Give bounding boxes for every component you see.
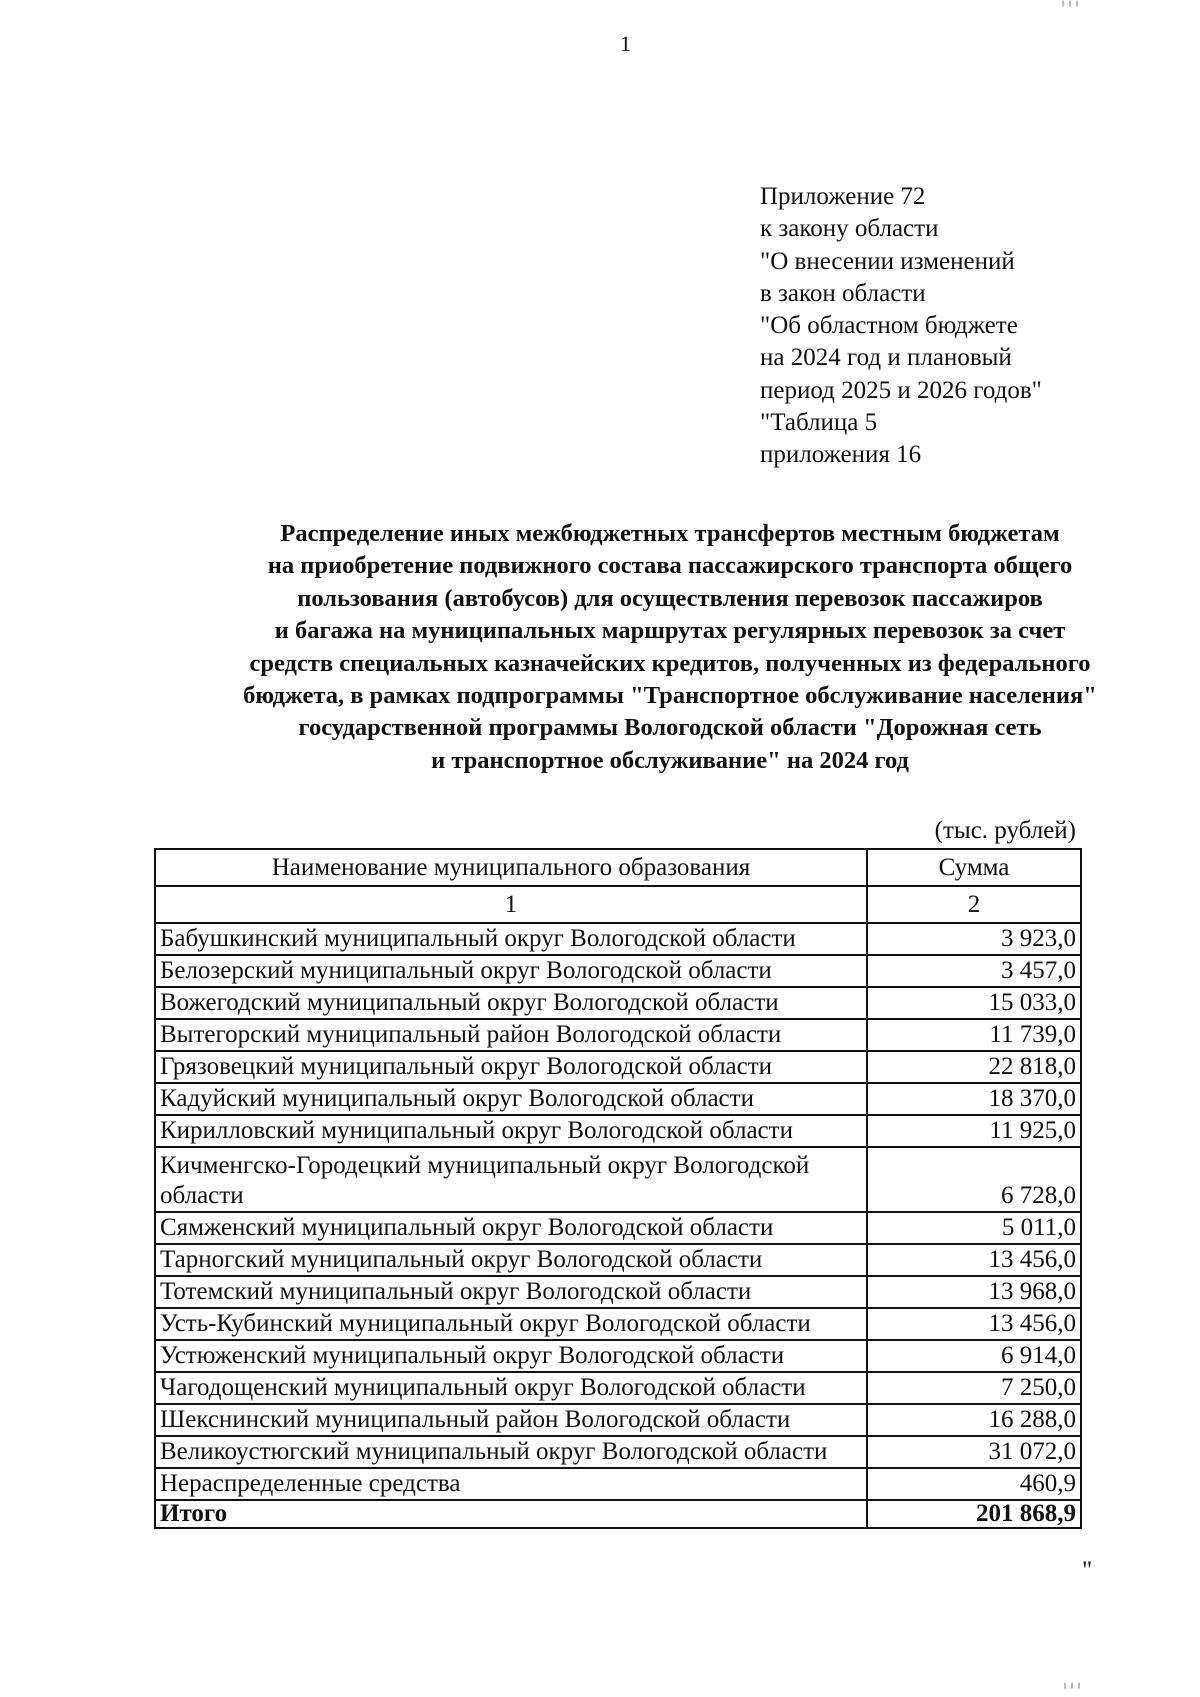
scan-edge-mark-bottom: ╵╵╵ — [1062, 1685, 1084, 1696]
appendix-line: в закон области — [760, 279, 926, 307]
amount-cell: 15 033,0 — [867, 987, 1081, 1019]
amount-cell: 3 457,0 — [867, 955, 1081, 987]
table-row — [155, 987, 1081, 1019]
amount-cell: 460,9 — [867, 1468, 1081, 1500]
municipality-name: Устюженский муниципальный округ Вологодской области — [155, 1340, 867, 1372]
amount-cell: 13 456,0 — [867, 1244, 1081, 1276]
amount-cell: 5 011,0 — [867, 1212, 1081, 1244]
appendix-line: к закону области — [760, 215, 939, 243]
title-line: государственной программы Вологодской области "Дорожная сеть — [298, 714, 1042, 742]
title-line: на приобретение подвижного состава пассажирского транспорта общего — [267, 552, 1073, 580]
column-number: 1 — [155, 886, 867, 923]
table-row — [155, 955, 1081, 987]
column-number-row — [155, 886, 1081, 923]
table-row — [155, 1147, 1081, 1212]
appendix-line: период 2025 и 2026 годов" — [760, 376, 1042, 404]
amount-cell: 11 739,0 — [867, 1019, 1081, 1051]
appendix-block — [760, 181, 1042, 472]
appendix-line: "Об областном бюджете — [760, 312, 1018, 340]
table-row — [155, 1019, 1081, 1051]
table-row — [155, 1276, 1081, 1308]
amount-cell: 22 818,0 — [867, 1051, 1081, 1083]
table-header-row — [155, 849, 1081, 886]
table-row — [155, 1468, 1081, 1500]
amount-cell: 3 923,0 — [867, 923, 1081, 955]
title-line: пользования (автобусов) для осуществления перевозок пассажиров — [297, 584, 1043, 612]
table-row — [155, 923, 1081, 955]
amount-cell: 6 914,0 — [867, 1340, 1081, 1372]
table-row — [155, 1340, 1081, 1372]
amount-cell: 13 456,0 — [867, 1308, 1081, 1340]
municipality-name: Кичменгско-Городецкий муниципальный округ Вологодской области — [155, 1147, 867, 1212]
municipality-name: Белозерский муниципальный округ Вологодской области — [155, 955, 867, 987]
municipality-name: Вытегорский муниципальный район Вологодской области — [155, 1019, 867, 1051]
amount-cell: 31 072,0 — [867, 1436, 1081, 1468]
page-number: 1 — [620, 31, 631, 56]
column-header-sum: Сумма — [867, 849, 1081, 886]
table-row — [155, 1083, 1081, 1115]
amount-cell: 6 728,0 — [867, 1147, 1081, 1212]
amount-cell: 7 250,0 — [867, 1372, 1081, 1404]
amount-cell: 18 370,0 — [867, 1083, 1081, 1115]
table-row — [155, 1372, 1081, 1404]
title-line: бюджета, в рамках подпрограммы "Транспортное обслуживание населения" — [243, 682, 1097, 710]
title-line: средств специальных казначейских кредитов, полученных из федерального — [249, 649, 1091, 677]
municipality-name: Кадуйский муниципальный округ Вологодской области — [155, 1083, 867, 1115]
appendix-line: на 2024 год и плановый — [760, 344, 1012, 372]
amount-cell: 13 968,0 — [867, 1276, 1081, 1308]
amount-cell: 16 288,0 — [867, 1404, 1081, 1436]
appendix-line: "О внесении изменений — [760, 247, 1015, 275]
appendix-line: приложения 16 — [760, 441, 922, 469]
document-title — [120, 518, 1200, 777]
amount-cell: 11 925,0 — [867, 1115, 1081, 1147]
table-row — [155, 1115, 1081, 1147]
table-row — [155, 1051, 1081, 1083]
table-row — [155, 1244, 1081, 1276]
municipality-name: Чагодощенский муниципальный округ Вологодской области — [155, 1372, 867, 1404]
total-amount: 201 868,9 — [867, 1500, 1081, 1528]
table-row — [155, 1308, 1081, 1340]
title-line: и багажа на муниципальных маршрутах регулярных перевозок за счет — [274, 617, 1066, 645]
municipality-name: Усть-Кубинский муниципальный округ Вологодской области — [155, 1308, 867, 1340]
municipality-name: Грязовецкий муниципальный округ Вологодской области — [155, 1051, 867, 1083]
total-label: Итого — [155, 1500, 867, 1528]
closing-quote: " — [1082, 1557, 1093, 1584]
unallocated-label: Нераспределенные средства — [155, 1468, 867, 1500]
table-row — [155, 1404, 1081, 1436]
scan-edge-mark-top: ╷╷╷ — [1060, 0, 1082, 8]
column-number: 2 — [867, 886, 1081, 923]
appendix-line: "Таблица 5 — [760, 409, 878, 437]
municipality-name: Сямженский муниципальный округ Вологодской области — [155, 1212, 867, 1244]
units-label: (тыс. рублей) — [934, 817, 1076, 844]
municipality-name: Тарногский муниципальный округ Вологодской области — [155, 1244, 867, 1276]
table-row — [155, 1212, 1081, 1244]
municipality-name: Вожегодский муниципальный округ Вологодской области — [155, 987, 867, 1019]
title-line: и транспортное обслуживание" на 2024 год — [431, 746, 909, 774]
municipality-name: Кирилловский муниципальный округ Вологодской области — [155, 1115, 867, 1147]
appendix-line: Приложение 72 — [760, 183, 926, 210]
municipality-name: Шекснинский муниципальный район Вологодской области — [155, 1404, 867, 1436]
table-row — [155, 1436, 1081, 1468]
municipality-name: Бабушкинский муниципальный округ Вологодской области — [155, 923, 867, 955]
municipality-name: Великоустюгский муниципальный округ Вологодской области — [155, 1436, 867, 1468]
distribution-table — [154, 848, 1082, 1529]
column-header-name: Наименование муниципального образования — [155, 849, 867, 886]
title-line: Распределение иных межбюджетных трансфертов местным бюджетам — [280, 520, 1060, 547]
municipality-name: Тотемский муниципальный округ Вологодской области — [155, 1276, 867, 1308]
total-row — [155, 1500, 1081, 1528]
